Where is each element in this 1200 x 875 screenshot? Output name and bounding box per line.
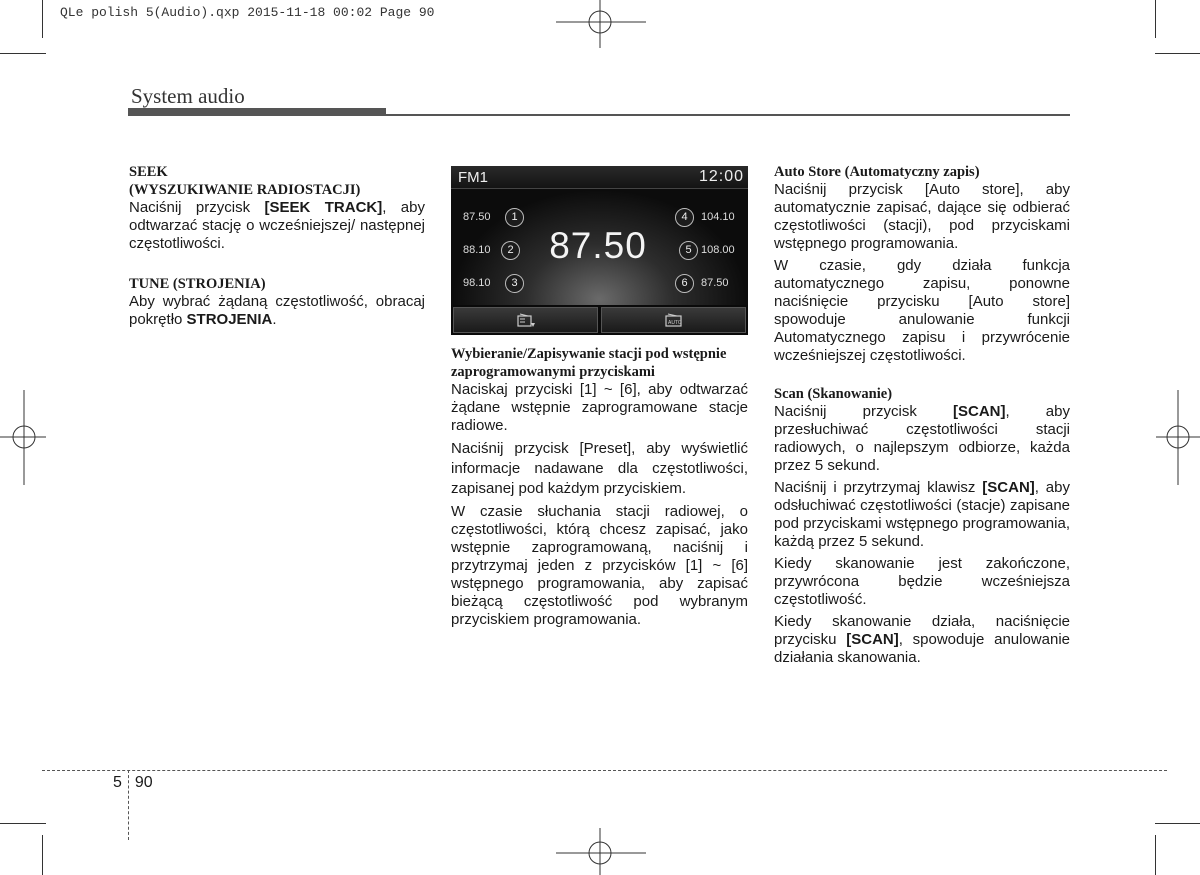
preset-button-3[interactable]: 3 [505, 274, 524, 293]
registration-mark-bottom [556, 828, 646, 875]
registration-mark-left [0, 390, 50, 485]
auto-store-paragraph-1: Naciśnij przycisk [Auto store], aby automatycznie zapisać, dające się odbierać częstotliwości (stacji), pod przyciskami wstępnego programowania. [774, 181, 1070, 252]
preset-list-button[interactable] [453, 307, 598, 333]
preset-freq-2: 88.10 [463, 244, 491, 256]
preset-freq-6: 87.50 [701, 277, 729, 289]
seek-subheading: (WYSZUKIWANIE RADIOSTACJI) [129, 182, 361, 198]
right-column [774, 163, 1070, 667]
screen-soft-buttons [453, 307, 746, 333]
preset-freq-1: 87.50 [463, 211, 491, 223]
radio-auto-icon [664, 313, 684, 328]
preset-freq-4: 104.10 [701, 211, 735, 223]
scan-paragraph-1: Naciśnij przycisk [SCAN], aby przesłuchiwać częstotliwości stacji radiowych, o najlepszym odbiorze, każda przez 5 sekund. [774, 403, 1070, 474]
preset-paragraph-3: W czasie słuchania stacji radiowej, o częstotliwości, którą chcesz zapisać, jako wstępnie zaprogramowaną, naciśnij i przytrzymaj jeden z przycisków [1] ~ [6] wstępnego programowania, aby zapisać bieżącą częstotliwość pod wybranym przyciskiem programowania. [451, 503, 748, 628]
tune-heading: TUNE (STROJENIA) [129, 276, 266, 292]
auto-label: AUTO [668, 320, 682, 326]
section-title: System audio [131, 84, 245, 108]
preset-button-2[interactable]: 2 [501, 241, 520, 260]
preset-button-4[interactable]: 4 [675, 208, 694, 227]
preset-paragraph-2: Naciśnij przycisk [Preset], aby wyświetlić informacje nadawane dla częstotliwości, zapisanej pod każdym przyciskiem. [451, 440, 748, 497]
print-slug: QLe polish 5(Audio).qxp 2015-11-18 00:02 Page 90 [60, 5, 435, 20]
seek-paragraph: Naciśnij przycisk [SEEK TRACK], aby odtwarzać stację o wcześniejszej/ następnej częstotliwości. [129, 199, 425, 252]
preset-heading: Wybieranie/Zapisywanie stacji pod wstępnie zaprogramowanymi przyciskami [451, 346, 727, 380]
preset-button-5[interactable]: 5 [679, 241, 698, 260]
preset-button-1[interactable]: 1 [505, 208, 524, 227]
preset-paragraph-1: Naciskaj przyciski [1] ~ [6], aby odtwarzać żądane wstępnie zaprogramowane stacje radiowe. [451, 381, 748, 434]
page-number [113, 773, 153, 792]
preset-button-6[interactable]: 6 [675, 274, 694, 293]
scan-paragraph-3: Kiedy skanowanie jest zakończone, przywrócona będzie wcześniejsza częstotliwość. [774, 555, 1070, 608]
scan-paragraph-2: Naciśnij i przytrzymaj klawisz [SCAN], aby odsłuchiwać częstotliwości (stacje) zapisane pod przyciskami wstępnego programowania, każdą przez 5 sekund. [774, 479, 1070, 550]
scan-heading: Scan (Skanowanie) [774, 386, 893, 402]
seek-heading: SEEK [129, 164, 168, 180]
current-frequency: 87.50 [549, 225, 647, 266]
chapter-number: 5 [113, 774, 122, 791]
page-number-value: 90 [134, 774, 153, 791]
preset-freq-3: 98.10 [463, 277, 491, 289]
footer-dashed-rule [42, 770, 1167, 771]
auto-store-button[interactable] [601, 307, 746, 333]
left-column [129, 163, 425, 329]
scan-paragraph-4: Kiedy skanowanie działa, naciśnięcie przycisku [SCAN], spowoduje anulowanie działania skanowania. [774, 613, 1070, 666]
auto-store-heading: Auto Store (Automatyczny zapis) [774, 164, 980, 180]
radio-screen [451, 166, 748, 335]
auto-store-paragraph-2: W czasie, gdy działa funkcja automatycznego zapisu, ponowne naciśnięcie przycisku [Auto store] spowoduje anulowanie funkcji Automatycznego zapisu i przywrócenie wcześniejszej częstotliwości. [774, 257, 1070, 364]
clock: 12:00 [698, 168, 744, 185]
registration-mark-right [1152, 390, 1200, 485]
screen-status-bar [451, 166, 748, 189]
middle-column [451, 345, 748, 629]
band-label: FM1 [458, 169, 488, 186]
radio-list-icon [516, 313, 536, 328]
registration-mark-top [556, 0, 646, 50]
title-rule-thin [128, 114, 1070, 116]
preset-freq-5: 108.00 [701, 244, 735, 256]
screen-body [451, 189, 748, 305]
tune-paragraph: Aby wybrać żądaną częstotliwość, obracaj pokrętło STROJENIA. [129, 293, 425, 328]
